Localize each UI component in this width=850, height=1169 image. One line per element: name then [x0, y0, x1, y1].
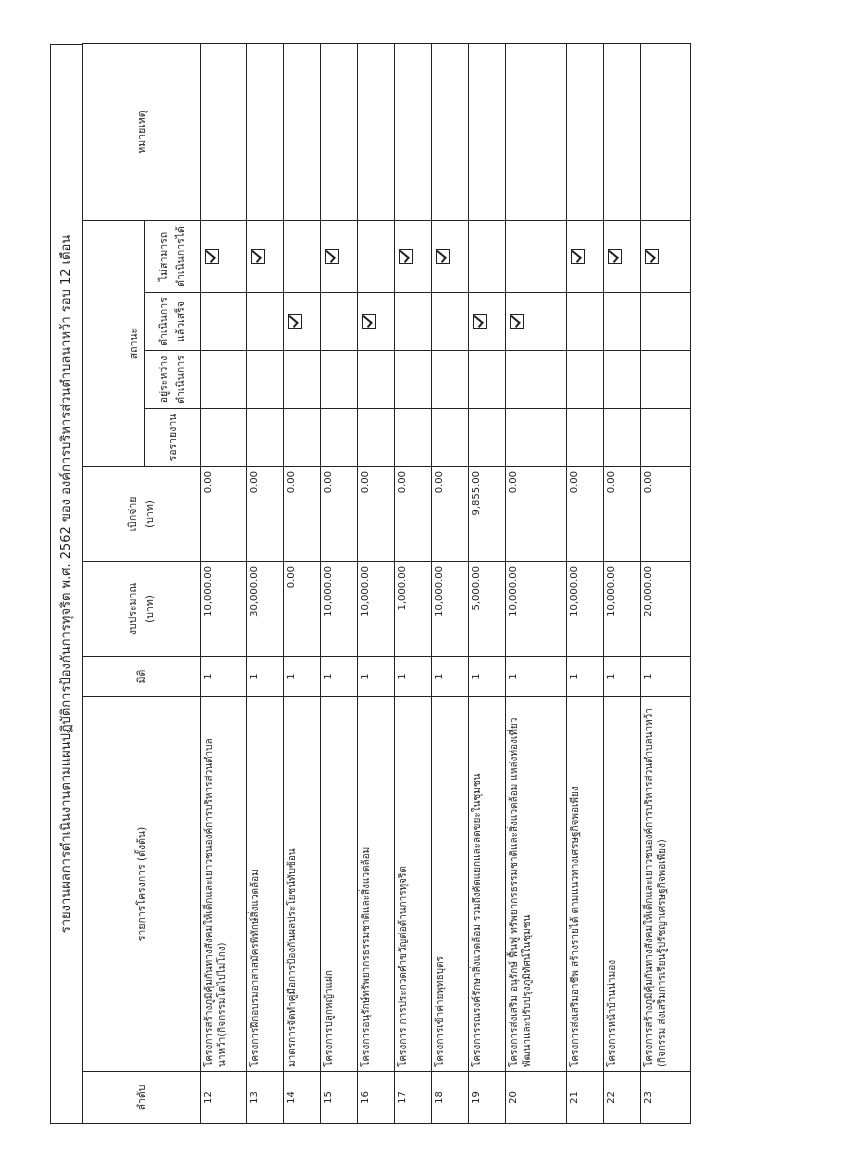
row-remark	[246, 44, 283, 221]
row-spent: 0.00	[200, 467, 246, 562]
header-no: ลำดับ	[83, 1072, 201, 1124]
table-row	[283, 44, 320, 1124]
table-body	[200, 44, 690, 1124]
row-remark	[357, 44, 394, 221]
row-status-done	[283, 293, 320, 351]
checkbox-checked-icon	[205, 249, 219, 264]
header-status-done: ดำเนินการแล้วเสร็จ	[144, 293, 200, 351]
row-spent: 0.00	[566, 467, 603, 562]
row-status-done	[505, 293, 566, 351]
row-budget: 10,000.00	[566, 562, 603, 657]
row-project-name: โครงการสร้างภูมิคุ้มกันทางสังคมให้เด็กและเยาวชนองค์การบริหารส่วนตำบลนาหว้า(กิจกรรมโตไปไม่โกง)	[200, 697, 246, 1072]
row-dim: 1	[394, 657, 431, 697]
row-status-done	[357, 293, 394, 351]
table-row	[468, 44, 505, 1124]
row-remark	[320, 44, 357, 221]
header-status-progress: อยู่ระหว่างดำเนินการ	[144, 351, 200, 409]
table-row	[640, 44, 690, 1124]
row-dim: 1	[357, 657, 394, 697]
row-status-wait	[468, 409, 505, 467]
row-spent: 0.00	[320, 467, 357, 562]
table-row	[505, 44, 566, 1124]
row-status-wait	[394, 409, 431, 467]
row-no: 12	[200, 1072, 246, 1124]
row-status-wait	[603, 409, 640, 467]
row-status-done	[566, 293, 603, 351]
row-status-unable	[246, 221, 283, 293]
row-status-progress	[246, 351, 283, 409]
checkbox-checked-icon	[645, 249, 659, 264]
row-budget: 10,000.00	[603, 562, 640, 657]
header-spent: เบิกจ่าย (บาท)	[83, 467, 201, 562]
row-spent: 0.00	[431, 467, 468, 562]
row-status-unable	[603, 221, 640, 293]
table-row	[394, 44, 431, 1124]
row-project-name: โครงการอนุรักษ์ทรัพยากรธรรมชาติและสิ่งแวดล้อม	[357, 697, 394, 1072]
checkbox-checked-icon	[325, 249, 339, 264]
header-project: รายการโครงการ (ตั้งต้น)	[83, 697, 201, 1072]
row-status-unable	[320, 221, 357, 293]
row-status-progress	[320, 351, 357, 409]
header-remark: หมายเหตุ	[83, 44, 201, 221]
checkbox-checked-icon	[436, 249, 450, 264]
row-budget: 5,000.00	[468, 562, 505, 657]
row-spent: 0.00	[505, 467, 566, 562]
row-budget: 10,000.00	[200, 562, 246, 657]
table-row	[603, 44, 640, 1124]
row-remark	[640, 44, 690, 221]
header-status-unable: ไม่สามารถดำเนินการได้	[144, 221, 200, 293]
row-no: 17	[394, 1072, 431, 1124]
row-project-name: โครงการเข้าค่ายพุทธบุตร	[431, 697, 468, 1072]
row-status-unable	[394, 221, 431, 293]
row-status-progress	[468, 351, 505, 409]
table-row	[566, 44, 603, 1124]
row-project-name: โครงการส่งเสริม อนุรักษ์ ฟื้นฟู ทรัพยากรธรรมชาติและสิ่งแวดล้อม แหล่งท่องเที่ยว พัฒนาและปรับปรุงภูมิทัศน์ในชุมชน	[505, 697, 566, 1072]
row-status-wait	[283, 409, 320, 467]
row-status-done	[468, 293, 505, 351]
row-status-wait	[640, 409, 690, 467]
report-title: รายงานผลการดำเนินงานตามแผนปฏิบัติการป้องกันการทุจริต พ.ศ. 2562 ของ องค์การบริหารส่วนตำบลนาหว้า รอบ 12 เดือน	[50, 44, 82, 1124]
checkbox-checked-icon	[251, 249, 265, 264]
row-status-done	[603, 293, 640, 351]
row-dim: 1	[283, 657, 320, 697]
header-budget: งบประมาณ (บาท)	[83, 562, 201, 657]
table-row	[200, 44, 246, 1124]
row-spent: 0.00	[246, 467, 283, 562]
row-no: 23	[640, 1072, 690, 1124]
project-table	[82, 43, 691, 1124]
row-remark	[468, 44, 505, 221]
row-remark	[200, 44, 246, 221]
header-status: สถานะ	[123, 221, 145, 467]
row-status-unable	[505, 221, 566, 293]
row-no: 15	[320, 1072, 357, 1124]
checkbox-checked-icon	[399, 249, 413, 264]
row-status-done	[320, 293, 357, 351]
checkbox-checked-icon	[608, 249, 622, 264]
row-project-name: โครงการหน้าบ้านน่ามอง	[603, 697, 640, 1072]
row-no: 13	[246, 1072, 283, 1124]
row-budget: 10,000.00	[431, 562, 468, 657]
table-row	[246, 44, 283, 1124]
row-spent: 0.00	[357, 467, 394, 562]
header-status-wait: รอรายงาน	[144, 409, 200, 467]
row-status-wait	[246, 409, 283, 467]
row-dim: 1	[603, 657, 640, 697]
row-status-unable	[357, 221, 394, 293]
row-budget: 10,000.00	[320, 562, 357, 657]
row-no: 19	[468, 1072, 505, 1124]
row-status-progress	[394, 351, 431, 409]
row-status-done	[394, 293, 431, 351]
row-status-wait	[200, 409, 246, 467]
row-spent: 0.00	[394, 467, 431, 562]
row-dim: 1	[246, 657, 283, 697]
checkbox-checked-icon	[288, 314, 302, 329]
row-status-done	[246, 293, 283, 351]
table-row	[357, 44, 394, 1124]
row-no: 14	[283, 1072, 320, 1124]
row-project-name: โครงการสร้างภูมิคุ้มกันทางสังคมให้เด็กและเยาวชนองค์การบริหารส่วนตำบลนาหว้า (กิจกรรม ส่งเสริมการเรียนรู้ปรัชญาเศรษฐกิจพอเพียง)	[640, 697, 690, 1072]
row-budget: 10,000.00	[357, 562, 394, 657]
row-project-name: โครงการรณรงค์รักษาสิ่งแวดล้อม รวมถึงคัดแยกและลดขยะในชุมชน	[468, 697, 505, 1072]
row-status-unable	[283, 221, 320, 293]
row-budget: 20,000.00	[640, 562, 690, 657]
row-budget: 10,000.00	[505, 562, 566, 657]
row-remark	[431, 44, 468, 221]
row-dim: 1	[505, 657, 566, 697]
row-dim: 1	[468, 657, 505, 697]
row-status-progress	[431, 351, 468, 409]
row-budget: 0.00	[283, 562, 320, 657]
checkbox-checked-icon	[510, 314, 524, 329]
checkbox-checked-icon	[362, 314, 376, 329]
header-status-top-spacer	[83, 221, 123, 467]
row-project-name: โครงการส่งเสริมอาชีพ สร้างรายได้ ตามแนวทางเศรษฐกิจพอเพียง	[566, 697, 603, 1072]
row-project-name: มาตรการจัดทำคู่มือการป้องกันผลประโยชน์ทับซ้อน	[283, 697, 320, 1072]
table-row	[320, 44, 357, 1124]
row-status-progress	[200, 351, 246, 409]
row-dim: 1	[640, 657, 690, 697]
table-row	[431, 44, 468, 1124]
row-status-progress	[283, 351, 320, 409]
row-status-progress	[505, 351, 566, 409]
row-remark	[283, 44, 320, 221]
row-status-wait	[431, 409, 468, 467]
row-status-done	[640, 293, 690, 351]
row-project-name: โครงการฝึกอบรมอาสาสมัครพิทักษ์สิ่งแวดล้อม	[246, 697, 283, 1072]
row-status-progress	[640, 351, 690, 409]
row-no: 20	[505, 1072, 566, 1124]
row-status-progress	[603, 351, 640, 409]
row-status-wait	[320, 409, 357, 467]
checkbox-checked-icon	[571, 249, 585, 264]
row-dim: 1	[566, 657, 603, 697]
row-spent: 9,855.00	[468, 467, 505, 562]
row-status-done	[431, 293, 468, 351]
row-remark	[566, 44, 603, 221]
rotated-report-sheet	[50, 44, 840, 1124]
row-remark	[505, 44, 566, 221]
row-status-unable	[468, 221, 505, 293]
row-project-name: โครงการปลูกหญ้าแฝก	[320, 697, 357, 1072]
row-status-unable	[566, 221, 603, 293]
row-dim: 1	[200, 657, 246, 697]
row-dim: 1	[431, 657, 468, 697]
row-status-done	[200, 293, 246, 351]
row-status-wait	[357, 409, 394, 467]
row-no: 18	[431, 1072, 468, 1124]
row-no: 22	[603, 1072, 640, 1124]
row-no: 21	[566, 1072, 603, 1124]
row-budget: 30,000.00	[246, 562, 283, 657]
row-remark	[603, 44, 640, 221]
row-spent: 0.00	[283, 467, 320, 562]
row-dim: 1	[320, 657, 357, 697]
row-status-unable	[431, 221, 468, 293]
row-status-wait	[505, 409, 566, 467]
row-status-wait	[566, 409, 603, 467]
row-no: 16	[357, 1072, 394, 1124]
row-status-unable	[640, 221, 690, 293]
row-status-progress	[357, 351, 394, 409]
row-spent: 0.00	[603, 467, 640, 562]
row-remark	[394, 44, 431, 221]
checkbox-checked-icon	[473, 314, 487, 329]
row-budget: 1,000.00	[394, 562, 431, 657]
row-project-name: โครงการ การประกวดคำขวัญต่อต้านการทุจริต	[394, 697, 431, 1072]
row-status-unable	[200, 221, 246, 293]
header-dim: มิติ	[83, 657, 201, 697]
row-spent: 0.00	[640, 467, 690, 562]
row-status-progress	[566, 351, 603, 409]
